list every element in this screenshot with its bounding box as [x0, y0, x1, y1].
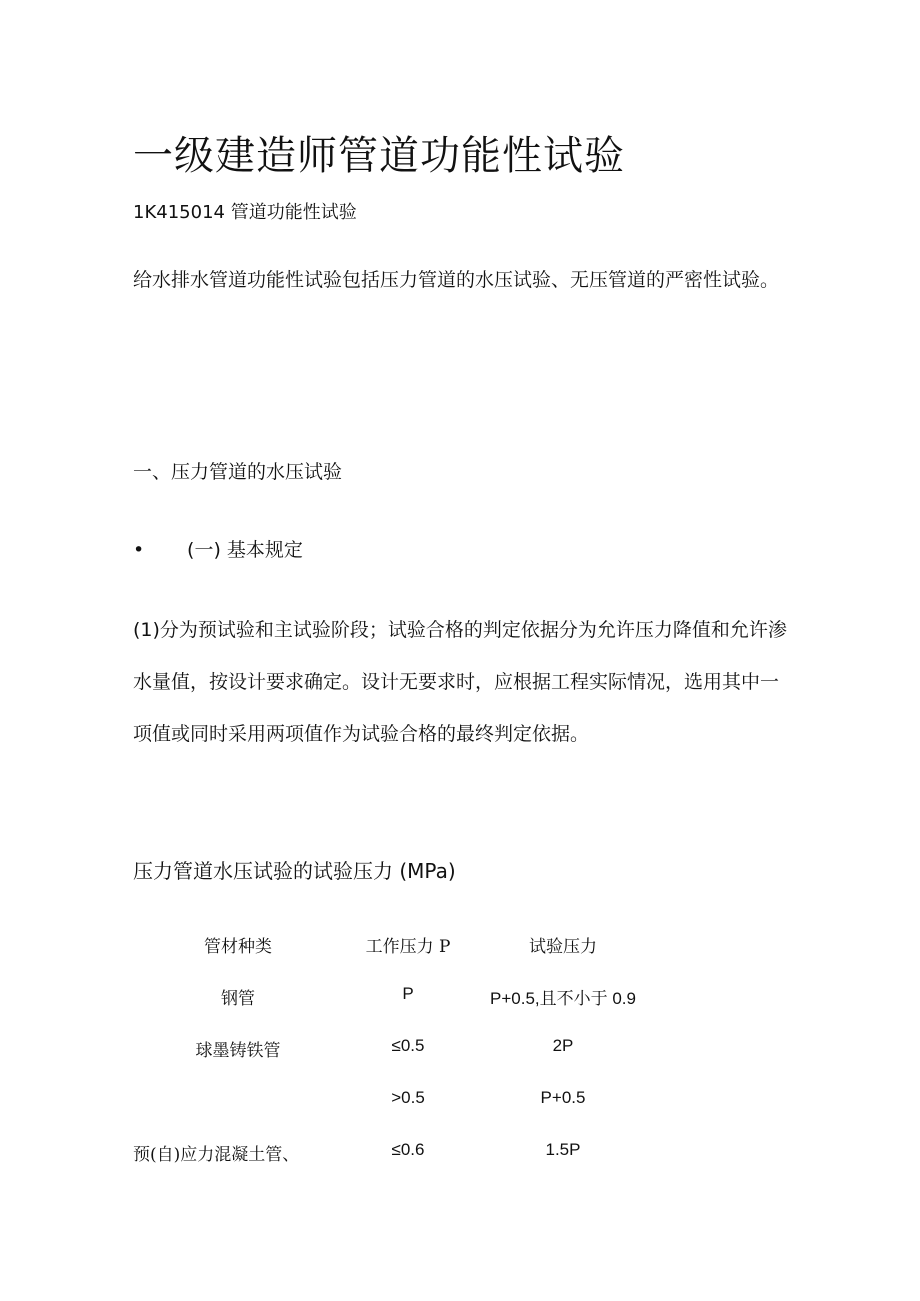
- pressure-table: [133, 918, 653, 1178]
- code-heading: 1K415014 管道功能性试验: [133, 202, 357, 223]
- table-cell: 预(自)应力混凝土管、: [133, 1145, 300, 1165]
- bullet-item: [133, 535, 303, 562]
- table-row: [133, 1126, 653, 1178]
- header-cell: 工作压力 P: [365, 937, 451, 957]
- table-row: [133, 970, 653, 1022]
- table-cell: P+0.5,且不小于 0.9: [490, 989, 636, 1008]
- table-row: [133, 1022, 653, 1074]
- table-cell: 1.5P: [545, 1140, 581, 1159]
- table-row: [133, 1074, 653, 1126]
- table-cell: P+0.5: [540, 1088, 586, 1107]
- table-cell: 钢管: [221, 989, 255, 1009]
- bullet-text: (一) 基本规定: [187, 539, 303, 561]
- table-cell: 2P: [552, 1036, 574, 1055]
- page-title: 一级建造师管道功能性试验: [133, 133, 625, 179]
- intro-paragraph: 给水排水管道功能性试验包括压力管道的水压试验、无压管道的严密性试验。: [133, 269, 780, 291]
- table-header-row: [133, 918, 653, 970]
- section-heading: 一、压力管道的水压试验: [133, 461, 343, 483]
- table-caption: 压力管道水压试验的试验压力 (MPa): [133, 859, 456, 883]
- rule-paragraph: (1)分为预试验和主试验阶段；试验合格的判定依据分为允许压力降值和允许渗水量值，按设计要求确定。设计无要求时，应根据工程实际情况，选用其中一项值或同时采用两项值作为试验合格的最终判定依据。: [133, 619, 787, 745]
- table-cell: ≤0.6: [391, 1140, 425, 1159]
- table-cell: >0.5: [391, 1088, 425, 1107]
- bullet-marker: •: [133, 539, 145, 561]
- header-cell: 试验压力: [529, 937, 597, 957]
- table-cell: ≤0.5: [391, 1036, 425, 1055]
- table-cell: P: [402, 984, 414, 1003]
- table-cell: 球墨铸铁管: [195, 1041, 281, 1061]
- header-cell: 管材种类: [204, 937, 272, 957]
